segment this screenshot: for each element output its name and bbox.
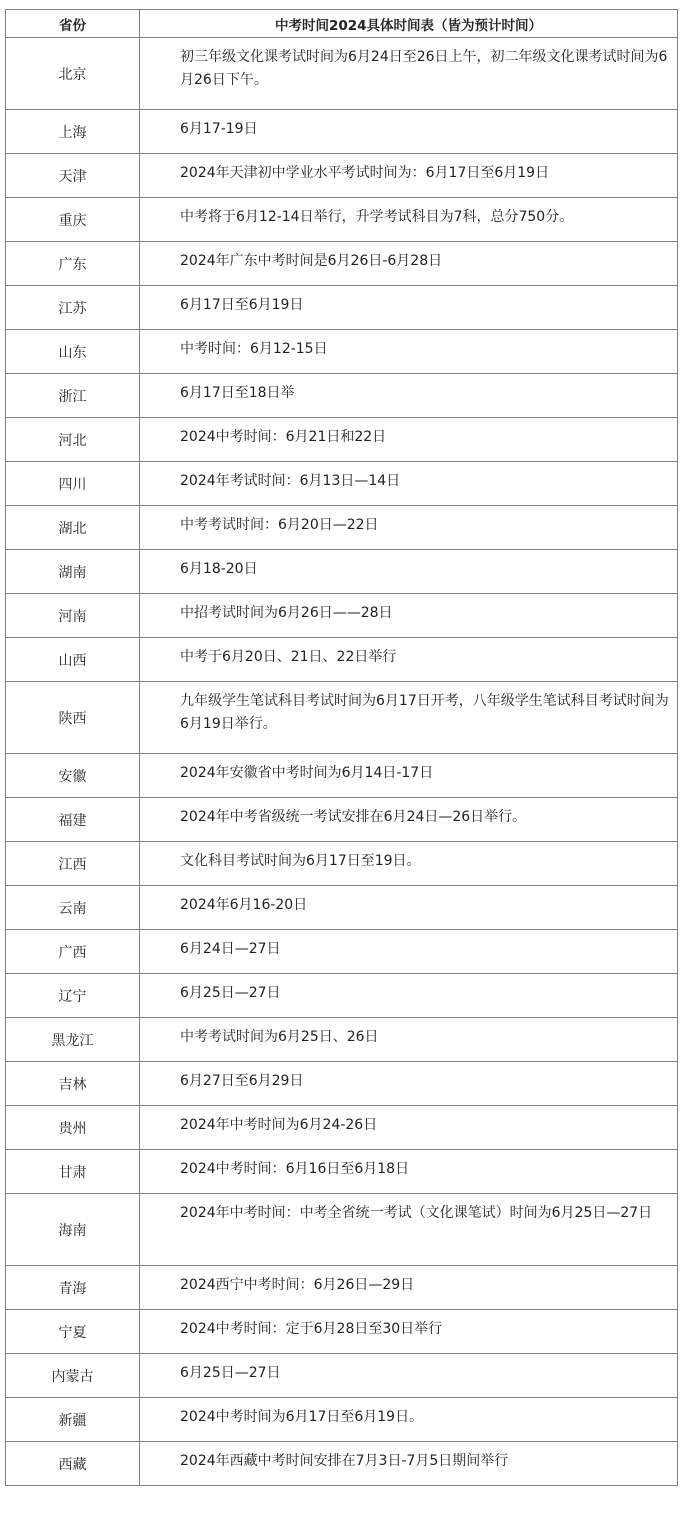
time-cell: 2024年中考时间：中考全省统一考试（文化课笔试）时间为6月25日—27日 xyxy=(140,1194,678,1266)
table-row xyxy=(6,1106,678,1150)
province-cell: 云南 xyxy=(6,886,140,930)
province-cell: 江西 xyxy=(6,842,140,886)
table-row xyxy=(6,594,678,638)
province-cell: 海南 xyxy=(6,1194,140,1266)
table-row xyxy=(6,374,678,418)
table-row xyxy=(6,886,678,930)
table-header-row xyxy=(6,10,678,38)
table-row xyxy=(6,842,678,886)
time-cell: 中考时间：6月12-15日 xyxy=(140,330,678,374)
table-row xyxy=(6,38,678,110)
table-row xyxy=(6,682,678,754)
table-row xyxy=(6,754,678,798)
province-cell: 福建 xyxy=(6,798,140,842)
table-row xyxy=(6,286,678,330)
province-cell: 江苏 xyxy=(6,286,140,330)
province-cell: 陕西 xyxy=(6,682,140,754)
province-cell: 河北 xyxy=(6,418,140,462)
table-row xyxy=(6,418,678,462)
table-row xyxy=(6,1266,678,1310)
time-cell: 2024年安徽省中考时间为6月14日-17日 xyxy=(140,754,678,798)
time-cell: 中考将于6月12-14日举行，升学考试科目为7科，总分750分。 xyxy=(140,198,678,242)
time-cell: 初三年级文化课考试时间为6月24日至26日上午，初二年级文化课考试时间为6月26日下午。 xyxy=(140,38,678,110)
time-cell: 2024年中考时间为6月24-26日 xyxy=(140,1106,678,1150)
time-cell: 2024年中考省级统一考试安排在6月24日—26日举行。 xyxy=(140,798,678,842)
time-cell: 6月25日—27日 xyxy=(140,1354,678,1398)
table-row xyxy=(6,1442,678,1486)
time-cell: 2024年广东中考时间是6月26日-6月28日 xyxy=(140,242,678,286)
table-row xyxy=(6,506,678,550)
time-cell: 中考考试时间为6月25日、26日 xyxy=(140,1018,678,1062)
time-cell: 2024年西藏中考时间安排在7月3日-7月5日期间举行 xyxy=(140,1442,678,1486)
time-cell: 中招考试时间为6月26日——28日 xyxy=(140,594,678,638)
province-cell: 山东 xyxy=(6,330,140,374)
time-cell: 2024西宁中考时间：6月26日—29日 xyxy=(140,1266,678,1310)
province-cell: 辽宁 xyxy=(6,974,140,1018)
province-cell: 吉林 xyxy=(6,1062,140,1106)
table-row xyxy=(6,242,678,286)
province-cell: 河南 xyxy=(6,594,140,638)
time-cell: 2024年6月16-20日 xyxy=(140,886,678,930)
table-row xyxy=(6,1018,678,1062)
table-row xyxy=(6,1398,678,1442)
province-cell: 西藏 xyxy=(6,1442,140,1486)
province-cell: 广东 xyxy=(6,242,140,286)
time-cell: 6月17日至6月19日 xyxy=(140,286,678,330)
time-cell: 6月27日至6月29日 xyxy=(140,1062,678,1106)
time-cell: 2024年天津初中学业水平考试时间为：6月17日至6月19日 xyxy=(140,154,678,198)
time-cell: 中考考试时间：6月20日—22日 xyxy=(140,506,678,550)
table-row xyxy=(6,1062,678,1106)
time-cell: 2024年考试时间：6月13日—14日 xyxy=(140,462,678,506)
table-row xyxy=(6,798,678,842)
province-cell: 山西 xyxy=(6,638,140,682)
table-row xyxy=(6,930,678,974)
province-cell: 上海 xyxy=(6,110,140,154)
table-row xyxy=(6,330,678,374)
table-row xyxy=(6,198,678,242)
province-cell: 湖南 xyxy=(6,550,140,594)
province-cell: 宁夏 xyxy=(6,1310,140,1354)
table-row xyxy=(6,638,678,682)
province-cell: 安徽 xyxy=(6,754,140,798)
table-row xyxy=(6,1354,678,1398)
time-cell: 6月24日—27日 xyxy=(140,930,678,974)
province-cell: 内蒙古 xyxy=(6,1354,140,1398)
province-cell: 北京 xyxy=(6,38,140,110)
province-cell: 湖北 xyxy=(6,506,140,550)
time-cell: 2024中考时间为6月17日至6月19日。 xyxy=(140,1398,678,1442)
time-cell: 6月17日至18日举 xyxy=(140,374,678,418)
table-row xyxy=(6,1194,678,1266)
time-cell: 文化科目考试时间为6月17日至19日。 xyxy=(140,842,678,886)
exam-schedule-table xyxy=(5,9,678,1486)
time-column-header: 中考时间2024具体时间表（皆为预计时间） xyxy=(140,10,678,38)
table-row xyxy=(6,462,678,506)
province-cell: 黑龙江 xyxy=(6,1018,140,1062)
province-column-header: 省份 xyxy=(6,10,140,38)
time-cell: 2024中考时间：定于6月28日至30日举行 xyxy=(140,1310,678,1354)
province-cell: 广西 xyxy=(6,930,140,974)
time-cell: 2024中考时间：6月21日和22日 xyxy=(140,418,678,462)
time-cell: 6月25日—27日 xyxy=(140,974,678,1018)
province-cell: 新疆 xyxy=(6,1398,140,1442)
table-row xyxy=(6,974,678,1018)
province-cell: 重庆 xyxy=(6,198,140,242)
time-cell: 九年级学生笔试科目考试时间为6月17日开考，八年级学生笔试科目考试时间为6月19日举行。 xyxy=(140,682,678,754)
table-row xyxy=(6,154,678,198)
table-row xyxy=(6,110,678,154)
time-cell: 6月17-19日 xyxy=(140,110,678,154)
province-cell: 贵州 xyxy=(6,1106,140,1150)
province-cell: 青海 xyxy=(6,1266,140,1310)
table-row xyxy=(6,550,678,594)
time-cell: 6月18-20日 xyxy=(140,550,678,594)
province-cell: 四川 xyxy=(6,462,140,506)
province-cell: 浙江 xyxy=(6,374,140,418)
time-cell: 中考于6月20日、21日、22日举行 xyxy=(140,638,678,682)
table-row xyxy=(6,1310,678,1354)
province-cell: 甘肃 xyxy=(6,1150,140,1194)
time-cell: 2024中考时间：6月16日至6月18日 xyxy=(140,1150,678,1194)
province-cell: 天津 xyxy=(6,154,140,198)
table-row xyxy=(6,1150,678,1194)
